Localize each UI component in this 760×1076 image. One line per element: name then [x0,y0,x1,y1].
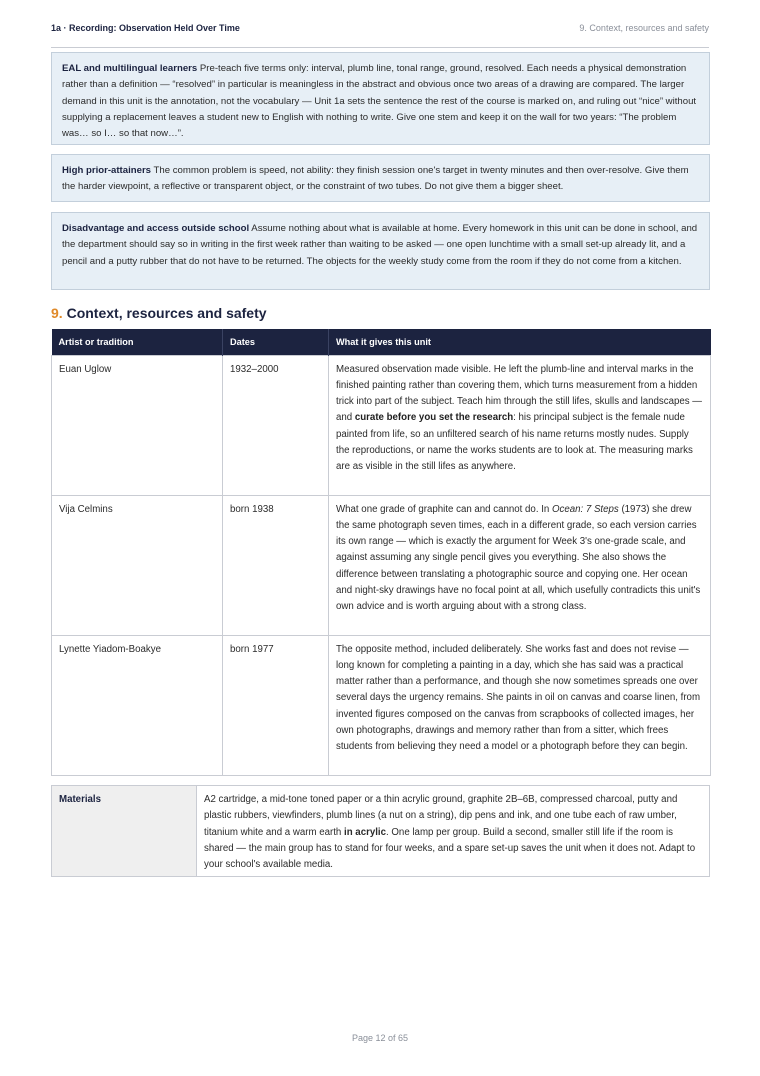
table-row [52,635,711,775]
section-heading [51,303,267,323]
callout-lead: High prior-attainers [62,165,152,176]
materials-text-part: . One lamp per group. Build a second, smaller still life if the room is shared — the main group has to stand for four weeks, and a spare set-up saves the unit when it does not. Adapt to your school's available media. [204,826,696,871]
materials-box [51,785,710,877]
artwork-title: Ocean: 7 Steps [551,503,619,515]
column-header-contribution: What it gives this unit [329,329,711,355]
page-header [51,22,709,48]
artist-description [329,355,711,495]
table-header-row [52,329,711,355]
artist-description: The opposite method, included deliberately. She works fast and does not revise — long known for completing a painting in a day, which she has said was a practical matter rather than a performance, and though she now sometimes spreads one over several days the urgency remains. She paints in oil on canvas and coarse linen, from invented figures composed on the canvas from scrapbooks of collected images, her own photographs, drawings and memory rather than from a sitter, which frees students from believing they need a model or a photograph before they can begin. [329,635,711,775]
callout-text: Pre-teach five terms only: interval, plumb line, tonal range, ground, resolved. Each needs a physical demonstration rather than a definition — “resolved” in particular is meaningless in the abstract and obvious once two areas of a drawing are compared. The larger demand in this unit is the annotation, not the vocabulary — Unit 1a sets the sentence the rest of the course is marked on, and ruling out “nice” without supplying a replacement leaves a student new to English with nothing to write. Give one stem and keep it on the wall for two years: “The problem was… so I… so that now…”. [62,63,697,140]
callout-text: The common problem is speed, not ability: they finish session one's target in twenty minutes and then over-resolve. Give them the harder viewpoint, a reflective or transparent object, or the constraint of two tubes. Do not give them a bigger sheet. [62,165,689,193]
column-header-dates: Dates [223,329,329,355]
artists-table [51,329,711,776]
description-text: : his principal subject is the female nude painted from life, so an unfiltered search of his name returns mostly nudes. Supply the reproductions, or name the works students are to look at. The measuring marks are as visible in the still lifes as anywhere. [336,412,693,473]
table-row [52,495,711,635]
artist-dates: born 1938 [223,495,329,635]
header-unit-title: 1a · Recording: Observation Held Over Time [51,23,240,33]
materials-emphasis: in acrylic [344,826,387,838]
materials-label: Materials [52,786,197,876]
description-text: What one grade of graphite can and cannot do. In [336,503,552,515]
table-row [52,355,711,495]
column-header-artist: Artist or tradition [52,329,223,355]
section-title: Context, resources and safety [66,305,267,321]
callout-eal-learners [51,52,710,145]
artist-name: Euan Uglow [52,355,223,495]
artist-dates: born 1977 [223,635,329,775]
callout-lead: EAL and multilingual learners [62,63,198,74]
section-number: 9. [51,305,63,321]
page-number: Page 12 of 65 [351,1033,409,1043]
description-text: Measured observation made visible. He left the plumb-line and interval marks in the finished painting rather than covering them, which turns measurement from a hidden trick into part of the subject. Teach him through the still lifes, skulls and landscapes — and [336,363,702,424]
artist-description [329,495,711,635]
callout-disadvantage-access [51,212,710,290]
header-section-title: 9. Context, resources and safety [579,23,709,33]
artist-name: Vija Celmins [52,495,223,635]
description-emphasis: curate before you set the research [354,412,514,424]
artist-dates: 1932–2000 [223,355,329,495]
artist-name: Lynette Yiadom-Boakye [52,635,223,775]
description-text: (1973) she drew the same photograph seven times, each in a different grade, so each version carries its own range — which is exactly the argument for Week 3's one-grade scale, and against assuming any single pencil gives you everything. She also shows the difference between translating a photographic source and copying one. Her ocean and night-sky drawings have no focal point at all, which usefully contradicts this unit's own advice and is worth arguing about with a strong class. [336,503,701,613]
callout-high-prior-attainers [51,154,710,202]
callout-lead: Disadvantage and access outside school [62,223,250,234]
materials-text-part: A2 cartridge, a mid-tone toned paper or a thin acrylic ground, graphite 2B–6B, compressed charcoal, putty and plastic rubbers, viewfinders, plumb lines (a nut on a string), dip pens and ink, and one tube each of raw umber, titanium white and a warm earth [204,794,678,838]
callout-text: Assume nothing about what is available at home. Every homework in this unit can be done in school, and the department should say so in writing in the first week rather than waiting to be asked — one open lunchtime with a small set-up already lit, and a pencil and a putty rubber that do not have to be returned. The objects for the weekly study come from the room if they do not come from a kitchen. [62,223,698,267]
materials-text [197,786,709,876]
